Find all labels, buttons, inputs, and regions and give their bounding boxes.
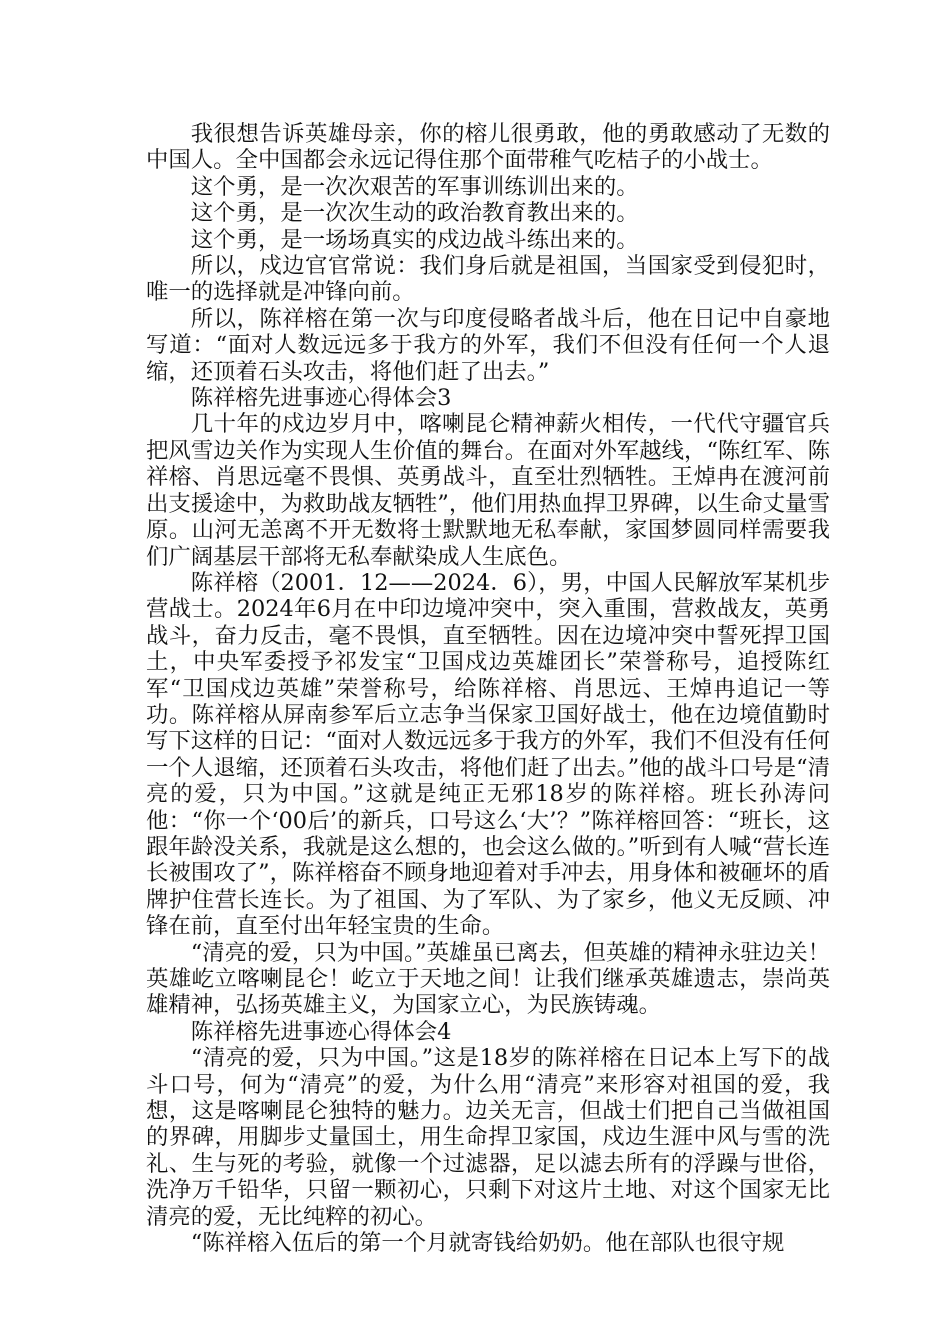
paragraph-2: 这个勇，是一次次艰苦的军事训练训出来的。 [190,173,639,200]
paragraph-9: “清亮的爱，只为中国。”英雄虽已离去，但英雄的精神永驻边关！英雄屹立喀喇昆仑！屹立于天地之间！让我们继承英雄遗志，崇尚英雄精神，弘扬英雄主义，为国家立心，为民族铸魂。 [146,939,830,1019]
paragraph-6: 所以，陈祥榕在第一次与印度侵略者战斗后，他在日记中自豪地写道：“面对人数远远多于我方的外军，我们不但没有任何一个人退缩，还顶着石头攻击，将他们赶了出去。” [146,305,830,385]
paragraph-1: 我很想告诉英雄母亲，你的榕儿很勇敢，他的勇敢感动了无数的中国人。全中国都会永远记得住那个面带稚气吃桔子的小战士。 [146,121,830,174]
section-heading-3: 陈祥榕先进事迹心得体会3 [190,385,452,412]
paragraph-11: “陈祥榕入伍后的第一个月就寄钱给奶奶。他在部队也很守规 [190,1230,785,1257]
paragraph-7: 几十年的戍边岁月中，喀喇昆仑精神薪火相传，一代代守疆官兵把风雪边关作为实现人生价值的舞台。在面对外军越线，“陈红军、陈祥榕、肖思远毫不畏惧、英勇战斗，直至壮烈牺牲。王焯冉在渡河前出支援途中，为救助战友牺牲”，他们用热血捍卫界碑，以生命丈量雪原。山河无恙离不开无数将士默默地无私奉献，家国梦圆同样需要我们广阔基层干部将无私奉献染成人生底色。 [146,411,830,570]
paragraph-8: 陈祥榕（2001．12——2024．6），男，中国人民解放军某机步营战士。2024年6月在中印边境冲突中，突入重围，营救战友，英勇战斗，奋力反击，毫不畏惧，直至牺牲。因在边境冲突中誓死捍卫国土，中央军委授予祁发宝“卫国戍边英雄团长”荣誉称号，追授陈红军“卫国戍边英雄”荣誉称号，给陈祥榕、肖思远、王焯冉追记一等功。陈祥榕从屏南参军后立志争当保家卫国好战士，他在边境值勤时写下这样的日记：“面对人数远远多于我方的外军，我们不但没有任何一个人退缩，还顶着石头攻击，将他们赶了出去。”他的战斗口号是“清亮的爱，只为中国。”这就是纯正无邪18岁的陈祥榕。班长孙涛问他：“你一个‘00后’的新兵，口号这么‘大’？”陈祥榕回答：“班长，这跟年龄没关系，我就是这么想的，也会这么做的。”听到有人喊“营长连长被围攻了”，陈祥榕奋不顾身地迎着对手冲去，用身体和被砸坏的盾牌护住营长连长。为了祖国、为了军队、为了家乡，他义无反顾、冲锋在前，直至付出年轻宝贵的生命。 [146,569,830,940]
section-heading-4: 陈祥榕先进事迹心得体会4 [190,1018,452,1045]
paragraph-10: “清亮的爱，只为中国。”这是18岁的陈祥榕在日记本上写下的战斗口号，何为“清亮”的爱，为什么用“清亮”来形容对祖国的爱，我想，这是喀喇昆仑独特的魅力。边关无言，但战士们把自己当做祖国的界碑，用脚步丈量国土，用生命捍卫家国，戍边生涯中风与雪的洗礼、生与死的考验，就像一个过滤器，足以滤去所有的浮躁与世俗，洗净万千铅华，只留一颗初心，只剩下对这片土地、对这个国家无比清亮的爱，无比纯粹的初心。 [146,1045,830,1230]
document-page [146,121,830,1256]
paragraph-4: 这个勇，是一场场真实的戍边战斗练出来的。 [190,226,639,253]
paragraph-5: 所以，戍边官官常说：我们身后就是祖国，当国家受到侵犯时，唯一的选择就是冲锋向前。 [146,253,830,306]
paragraph-3: 这个勇，是一次次生动的政治教育教出来的。 [190,200,639,227]
